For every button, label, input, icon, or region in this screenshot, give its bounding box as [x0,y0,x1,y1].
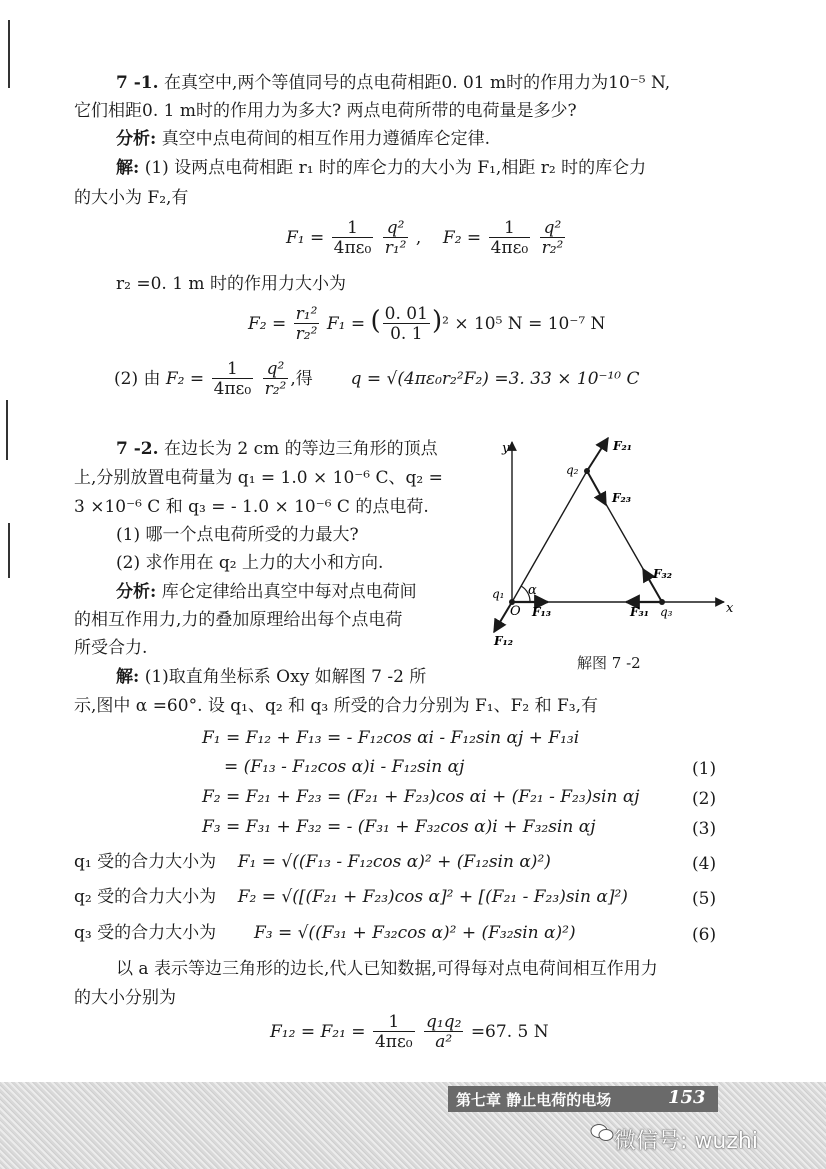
analysis-text: 真空中点电荷间的相互作用力遵循库仑定律. [161,129,491,149]
closing-line-1: 以 a 表示等边三角形的边长,代人已知数据,可得每对点电荷间相互作用力 [116,959,658,979]
magnitude-q3: q₃ 受的合力大小为 F₃ = √((F₃₁ + F₃₂cos α)² + (F₃₂sin α)²) [74,923,576,943]
figure-caption: 解图 7 -2 [577,654,641,672]
solution-text: (1) 设两点电荷相距 r₁ 时的库仑力的大小为 F₁,相距 r₂ 时的库仑力 [144,158,647,178]
label-q2: q₂ [566,463,579,477]
chapter-title: 第七章 静止电荷的电场 [456,1091,612,1109]
problem-1-statement: 在真空中,两个等值同号的点电荷相距0. 01 m时的作用力为10⁻⁵ N, [163,73,671,93]
solution-label: 解: [116,158,140,178]
problem-2-number: 7 -2. [116,439,159,459]
problem-2-question-2: (2) 求作用在 q₂ 上力的大小和方向. [116,553,384,573]
fraction: $\frac{0. 01}{0. 1}$ [384,304,428,344]
problem-1-number: 7 -1. [116,73,159,93]
label-f32: F₃₂ [653,567,673,581]
label-f12: F₁₂ [494,634,514,648]
problem-2-analysis-2: 的相互作用力,力的叠加原理给出每个点电荷 [74,610,403,630]
fraction: $\frac{\text{q²}}{\text{r₁²}}$ [384,218,407,258]
scan-edge-mark [6,400,8,460]
closing-line-2: 的大小分别为 [74,988,176,1008]
final-equation: F₁₂ = F₂₁ = $\frac{1}{\text{4πε₀}}$ $\frac{\text{q₁q₂}}{\text{a²}}$ =67. 5 N [270,1012,549,1052]
fraction: $\frac{\text{r₁²}}{\text{r₂²}}$ [295,304,318,344]
problem-1-solution-line-2 [74,187,188,209]
watermark-text: 微信号: wuzhi [614,1129,758,1154]
vector-equation-f1: F₁ = F₁₂ + F₁₃ = - F₁₂cos αi - F₁₂sin αj + F₁₃i [202,728,580,748]
problem-2-line-1 [116,438,438,460]
analysis-label: 分析: [116,582,157,602]
problem-2-solution-2: 示,图中 α =60°. 设 q₁、q₂ 和 q₃ 所受的合力分别为 F₁、F₂ 和 F₃,有 [74,696,599,716]
problem-1-line-1 [116,72,670,94]
label-y: y [502,441,510,456]
equation-charge: (2) 由 F₂ = $\frac{1}{\text{4πε₀}}$ $\frac{\text{q²}}{\text{r₂²}}$ ,得 q = √(4πε₀r₂²F₂) =3. 33 × 10⁻¹⁰ C [114,359,640,399]
problem-2-line-3: 3 ×10⁻⁶ C 和 q₃ = - 1.0 × 10⁻⁶ C 的点电荷. [74,497,429,517]
label-alpha: α [528,583,537,598]
fraction: $\frac{1}{\text{4πε₀}}$ [490,218,529,258]
label-q3: q₃ [660,605,673,619]
problem-1-analysis [116,128,490,150]
equation-number: (4) [692,854,717,874]
r2-condition: r₂ =0. 1 m 时的作用力大小为 [116,274,346,294]
problem-2-line-2: 上,分别放置电荷量为 q₁ = 1.0 × 10⁻⁶ C、q₂ = [74,468,443,488]
analysis-label: 分析: [116,129,157,149]
equation-number: (6) [692,925,717,945]
equation-number: (5) [692,889,717,909]
label-f13: F₁₃ [532,605,552,619]
force-f23-arrow [587,471,606,505]
force-diagram [480,430,740,655]
problem-2-solution-1: 解: (1)取直角坐标系 Oxy 如解图 7 -2 所 [116,667,427,687]
label-f31: F₃₁ [630,605,650,619]
magnitude-q1: q₁ 受的合力大小为 F₁ = √((F₁₃ - F₁₂cos α)² + (F₁₂sin α)²) [74,852,551,872]
equation-coulomb-pair: F₁ = $\frac{1}{\text{4πε₀}}$ $\frac{\text{q²}}{\text{r₁²}}$ , F₂ = $\frac{1}{\text{4πε₀}}$ $\frac{\text{q²}}{\text{r₂²}}$ [286,218,564,258]
force-f21-arrow [587,438,608,471]
label-q1: q₁ [492,587,505,601]
label-f23: F₂₃ [612,491,632,505]
problem-1-line-2 [74,100,577,122]
triangle-side [512,471,587,602]
fraction: $\frac{\text{q²}}{\text{r₂²}}$ [541,218,564,258]
scan-edge-mark [8,20,10,88]
label-origin: O [510,604,521,619]
fraction: $\frac{1}{\text{4πε₀}}$ [333,218,372,258]
fraction: $\frac{1}{\text{4πε₀}}$ [213,359,252,399]
equation-number: (2) [692,789,717,809]
equation-number: (1) [692,759,717,779]
scan-edge-mark [8,523,10,578]
magnitude-q2: q₂ 受的合力大小为 F₂ = √([(F₂₁ + F₂₃)cos α]² + [(F₂₁ - F₂₃)sin α]²) [74,887,628,907]
problem-2-question-1: (1) 哪一个点电荷所受的力最大? [116,525,359,545]
vector-equation-f1-expanded: = (F₁₃ - F₁₂cos α)i - F₁₂sin αj [224,757,465,777]
equation-force-ratio: F₂ = $\frac{\text{r₁²}}{\text{r₂²}}$ F₁ = ( $\frac{0. 01}{0. 1}$ )² × 10⁵ N = 10⁻⁷ N [248,304,606,344]
vector-equation-f2: F₂ = F₂₁ + F₂₃ = (F₂₁ + F₂₃)cos αi + (F₂₁ - F₂₃)sin αj [202,787,640,807]
equation-number: (3) [692,819,717,839]
problem-2-analysis-3: 所受合力. [74,638,148,658]
fraction: $\frac{1}{\text{4πε₀}}$ [374,1012,413,1052]
solution-text: 的大小为 F₂,有 [74,188,189,208]
problem-1-statement: 它们相距0. 1 m时的作用力为多大? 两点电荷所带的电荷量是多少? [74,101,577,121]
problem-2-statement: 在边长为 2 cm 的等边三角形的顶点 [163,439,438,459]
fraction: $\frac{\text{q²}}{\text{r₂²}}$ [264,359,287,399]
vector-equation-f3: F₃ = F₃₁ + F₃₂ = - (F₃₁ + F₃₂cos α)i + F₃₂sin αj [202,817,596,837]
fraction: $\frac{\text{q₁q₂}}{\text{a²}}$ [426,1012,462,1052]
problem-2-analysis-1: 分析: 库仑定律给出真空中每对点电荷间 [116,582,417,602]
solution-label: 解: [116,667,140,687]
label-f21: F₂₁ [613,439,633,453]
label-x: x [726,601,734,616]
problem-1-solution-line-1 [116,157,646,179]
page-number: 153 [668,1087,706,1108]
wechat-icon [590,1122,614,1144]
